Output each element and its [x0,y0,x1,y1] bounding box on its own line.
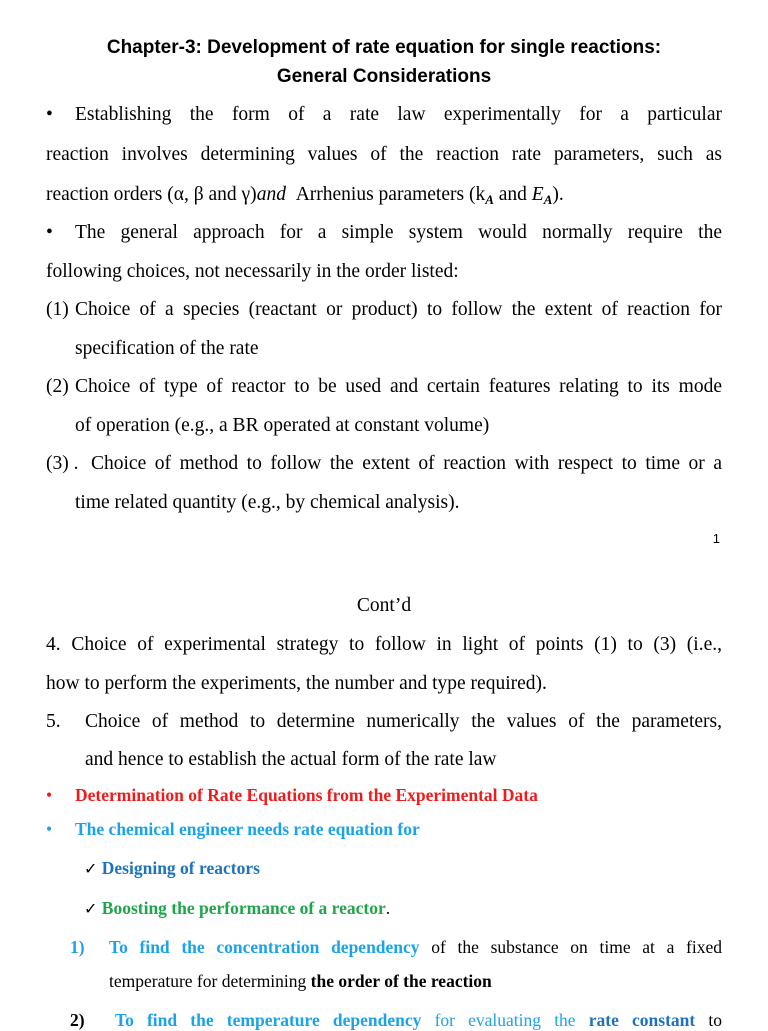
period: . [385,898,391,918]
item-3-line-1: Choice of method to follow the extent of reaction with respect to time or a [91,453,722,474]
numbered-2-line-1 [115,1010,722,1031]
checkmark-1 [84,858,260,879]
point-5-number: 5. [46,711,61,732]
page-number: 1 [712,531,720,546]
paragraph-1-line-2: reaction involves determining values of the reaction rate parameters, such as [46,144,722,165]
for-evaluating-text: for evaluating the [434,1010,576,1030]
point-5-line-2: and hence to establish the actual form of the rate law [85,749,497,770]
contd-heading: Cont’d [356,595,412,616]
numbered-1-line-2 [109,971,492,992]
red-heading: Determination of Rate Equations from the Experimental Data [75,785,538,805]
activation-energy-symbol: E [531,184,544,205]
subscript-a-2: A [543,192,553,207]
cyan-bullet-marker: • [46,819,53,839]
reaction-orders-text: reaction orders (α, β and γ) [46,184,257,205]
item-2-number: (2) [46,376,69,397]
closing-text: ). [552,184,564,205]
numbered-1-line-1 [109,937,722,958]
paragraph-2-line-1: The general approach for a simple system would normally require the [75,222,722,243]
point-4-line-2: how to perform the experiments, the number and type required). [46,673,547,694]
temperature-dependency: To find the temperature dependency [115,1010,422,1030]
concentration-dependency: To find the concentration dependency [109,937,420,957]
cyan-heading: The chemical engineer needs rate equation for [75,819,420,839]
check-icon: ✓ [84,859,98,878]
check-icon: ✓ [84,899,98,918]
numbered-2: 2) [70,1010,85,1030]
subscript-a: A [485,192,494,207]
order-of-reaction: the order of the reaction [310,971,492,991]
temperature-text: temperature for determining [109,971,311,991]
item-1-number: (1) [46,299,69,320]
check-item-designing: Designing of reactors [101,858,260,878]
checkmark-2 [84,898,390,919]
item-3-number: (3) . [46,453,79,474]
and-italic: and [256,184,286,205]
arrhenius-text: Arrhenius parameters (k [295,184,486,205]
bullet-1: • [46,104,53,125]
point-5-line-1: Choice of method to determine numerically the values of the parameters, [85,711,722,732]
item-1-line-1: Choice of a species (reactant or product) to follow the extent of reaction for [75,299,722,320]
bullet-2: • [46,222,53,243]
item-2-line-2: of operation (e.g., a BR operated at constant volume) [75,415,490,436]
item-1-line-2: specification of the rate [75,338,259,359]
page-title-line1: Chapter-3: Development of rate equation for single reactions: [106,37,662,58]
numbered-1-rest: of the substance on time at a fixed [431,937,722,957]
red-bullet-marker: • [46,785,53,805]
rate-constant: rate constant [588,1010,696,1030]
paragraph-2-line-2: following choices, not necessarily in the order listed: [46,261,459,282]
page-title [0,33,768,91]
page-title-line2: General Considerations [276,66,492,87]
paragraph-1-line-3 [46,184,564,208]
and-text: and [493,184,532,205]
numbered-1: 1) [70,937,85,957]
item-3-line-2: time related quantity (e.g., by chemical analysis). [75,492,460,513]
check-item-boosting: Boosting the performance of a reactor [101,898,386,918]
item-2-line-1: Choice of type of reactor to be used and certain features relating to its mode [75,376,722,397]
point-4-line-1: 4. Choice of experimental strategy to follow in light of points (1) to (3) (i.e., [46,634,722,655]
paragraph-1-line-1: Establishing the form of a rate law experimentally for a particular [75,104,722,125]
to-text: to [708,1010,723,1030]
